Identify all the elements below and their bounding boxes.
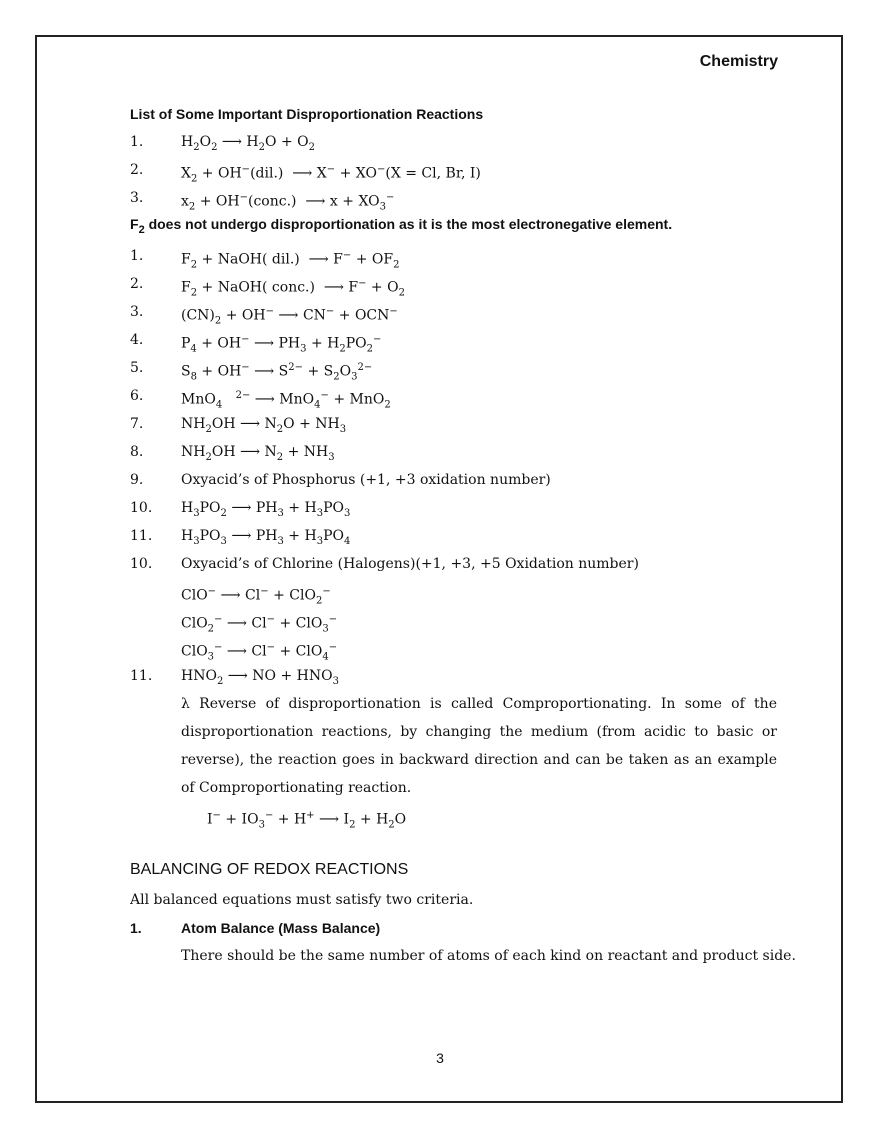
atom-balance-text: There should be the same number of atoms of each kind on reactant and product side. xyxy=(181,948,796,964)
reaction-number: 3. xyxy=(130,304,144,320)
reaction-number: 5. xyxy=(130,360,144,376)
reaction-equation: $S_8 + OH^-$ ⟶ $S^{2-} + S_2O_3^{2-}$ xyxy=(181,362,373,383)
reaction-number: 1. xyxy=(130,134,144,150)
f2-note: $F_2$ does not undergo disproportionation as it is the most electronegative element. xyxy=(130,216,673,236)
reaction-equation: $H_3PO_2$ ⟶ $PH_3 + H_3PO_3$ xyxy=(181,500,351,519)
reaction-number: 11. xyxy=(130,668,153,684)
comproportionation-paragraph: λ Reverse of disproportionation is called Comproportionating. In some of the disproportionation reactions, by changing the medium (from acidic to basic or reverse), the reaction goes in backward direction and can be taken as an example of Comproportionating reaction. xyxy=(181,696,777,796)
reaction-equation: $HNO_2$ ⟶ NO + $HNO_3$ xyxy=(181,668,339,687)
reaction-number: 1. xyxy=(130,248,144,264)
reaction-equation: $H_2O_2$ ⟶ $H_2O + O_2$ xyxy=(181,134,315,153)
reaction-equation: MnO$_4$ $^{2-}$ ⟶ MnO$_4$− + MnO$_2$ xyxy=(181,390,391,411)
reaction-equation: ClO− ⟶ Cl− + ClO$_2$− xyxy=(181,586,331,607)
reaction-equation: $(CN)_2 + OH^-$ ⟶ CN− + OCN− xyxy=(181,306,398,327)
reaction-number: 8. xyxy=(130,444,144,460)
atom-balance-number: 1. xyxy=(130,920,142,936)
comproportionation-equation: $I^- + IO_3^- + H^+$ ⟶ $I_2 + H_2O$ xyxy=(207,810,407,831)
reaction-equation: $H_3PO_3$ ⟶ $PH_3 + H_3PO_4$ xyxy=(181,528,351,547)
reaction-number: 4. xyxy=(130,332,144,348)
page-number: 3 xyxy=(436,1050,444,1066)
atom-balance-title: Atom Balance (Mass Balance) xyxy=(181,920,381,936)
reaction-equation: $NH_2OH$ ⟶ $N_2O + NH_3$ xyxy=(181,416,347,435)
reaction-equation: $F_2$ + NaOH( conc.) ⟶ $F^- + O_2$ xyxy=(181,278,405,299)
section-title: BALANCING OF REDOX REACTIONS xyxy=(130,861,409,878)
reaction-equation: $F_2$ + NaOH( dil.) ⟶ $F^- + OF_2$ xyxy=(181,250,400,271)
reaction-number: 2. xyxy=(130,276,144,292)
reaction-number: 10. xyxy=(130,500,153,516)
reaction-equation: ClO$_2$− ⟶ Cl− + ClO$_3$− xyxy=(181,614,338,635)
reaction-equation: $P_4 + OH^-$ ⟶ $PH_3 + H_2PO_2^-$ xyxy=(181,334,382,355)
reaction-equation: $X_2 + OH^-(dil.)$ ⟶ X− + XO−(X = Cl, Br, I) xyxy=(181,164,481,185)
reaction-number: 9. xyxy=(130,472,144,488)
reaction-equation: ClO$_3$− ⟶ Cl− + ClO$_4$− xyxy=(181,642,338,663)
reaction-equation: $NH_2OH$ ⟶ $N_2 + NH_3$ xyxy=(181,444,335,463)
reaction-number: 3. xyxy=(130,190,144,206)
reaction-equation: $x_2$ + OH−(conc.) ⟶ $x + XO_3^-$ xyxy=(181,192,395,213)
reaction-number: 11. xyxy=(130,528,153,544)
reaction-number: 2. xyxy=(130,162,144,178)
section-intro: All balanced equations must satisfy two criteria. xyxy=(130,892,474,908)
reaction-equation: Oxyacid’s of Phosphorus (+1, +3 oxidation number) xyxy=(181,472,551,488)
page-header: Chemistry xyxy=(699,53,778,70)
reaction-number: 7. xyxy=(130,416,144,432)
reaction-number: 10. xyxy=(130,556,153,572)
reaction-number: 6. xyxy=(130,388,144,404)
reaction-equation: Oxyacid’s of Chlorine (Halogens)(+1, +3, +5 Oxidation number) xyxy=(181,556,639,572)
list-title: List of Some Important Disproportionation Reactions xyxy=(130,106,484,122)
